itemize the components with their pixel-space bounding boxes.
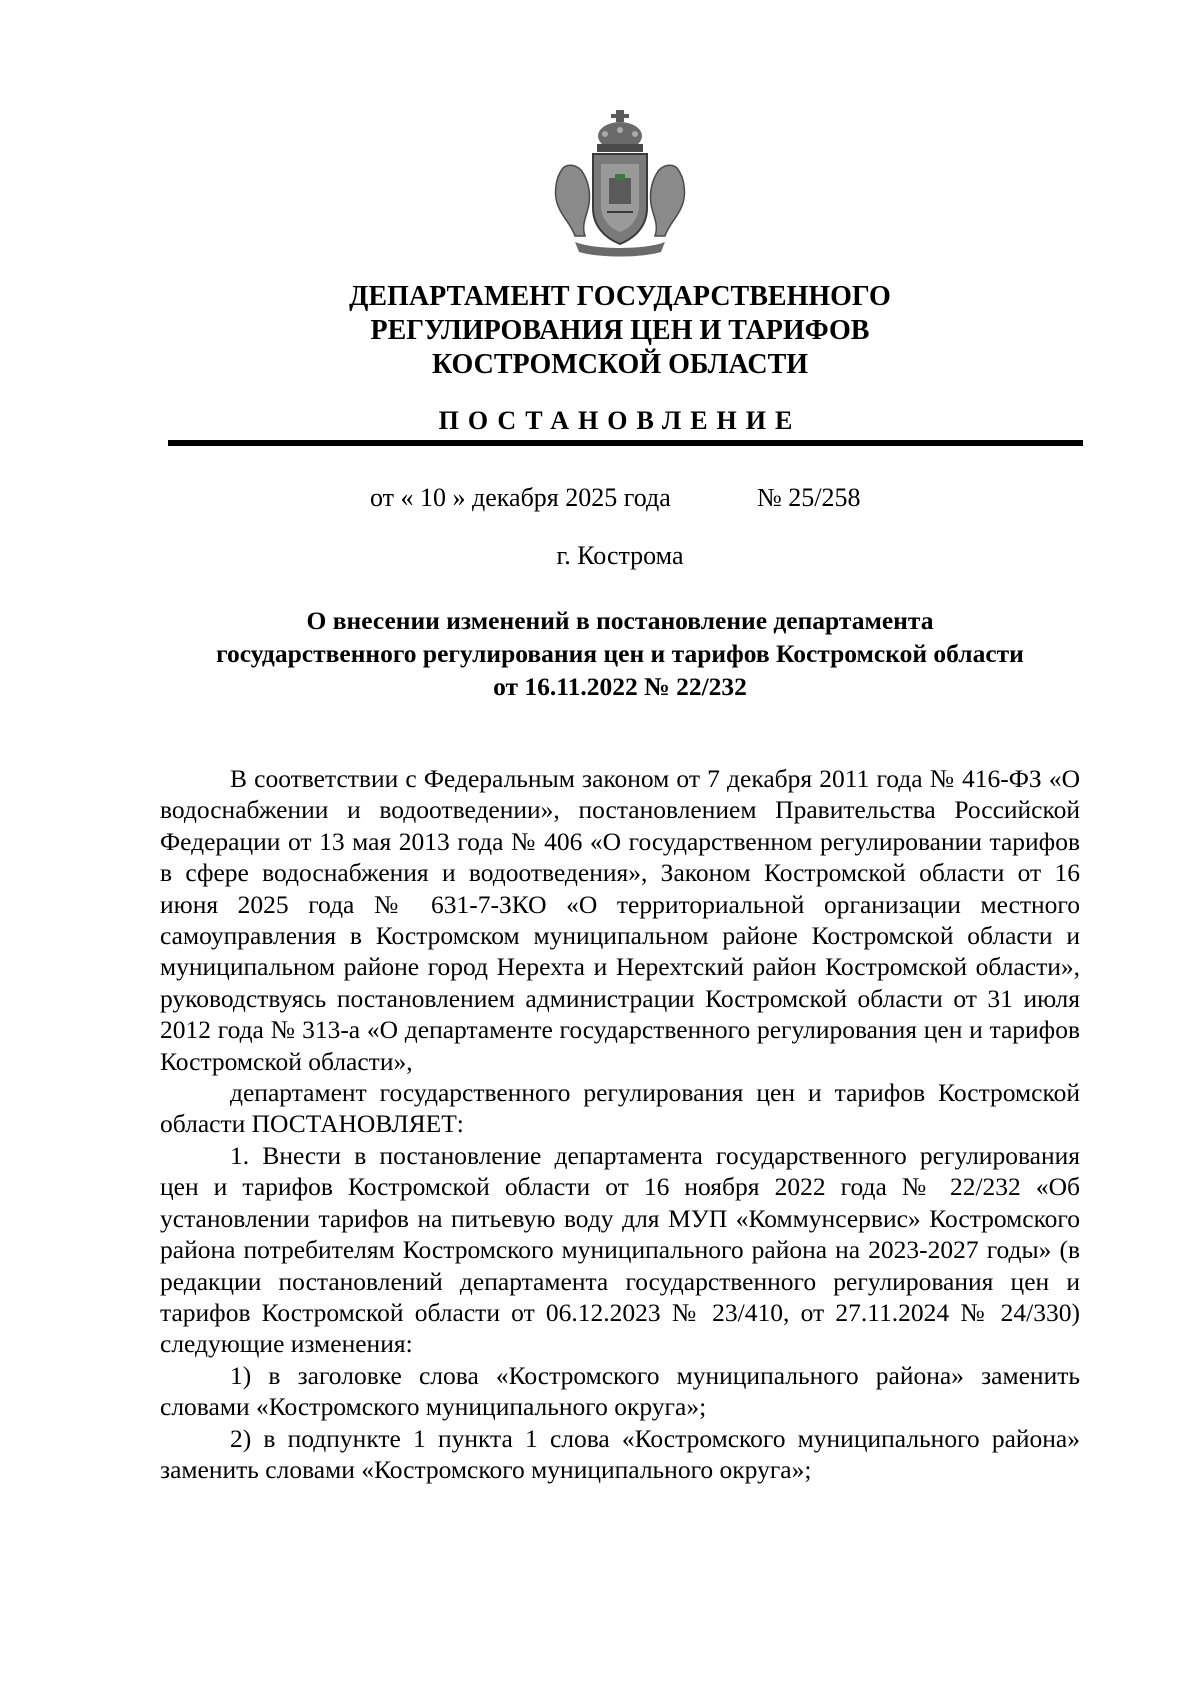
subject-line: от 16.11.2022 № 22/232 <box>493 672 747 701</box>
department-title-line: КОСТРОМСКОЙ ОБЛАСТИ <box>431 349 809 380</box>
document-subject <box>120 604 1120 703</box>
paragraph-preamble: В соответствии с Федеральным законом от 7 декабря 2011 года № 416-ФЗ «О водоснабжении и водоотведении», постановлением Правительства Российской Федерации от 13 мая 2013 года № 406 «О государственном регулировании тарифов в сфере водоснабжения и водоотведения», Законом Костромской области от 16 июня 2025 года № 631-7-ЗКО «О территориальной организации местного самоуправления в Костромском муниципальном районе Костромской области и муниципальном районе город Нерехта и Нерехтский район Костромской области», руководствуясь постановлением администрации Костромской области от 31 июля 2012 года № 313-а «О департаменте государственного регулирования цен и тарифов Костромской области», <box>160 764 1080 1076</box>
document-city: г. Кострома <box>556 541 684 570</box>
paragraph-subitem-2: 2) в подпункте 1 пункта 1 слова «Костромского муниципального района» заменить словами «Костромского муниципального округа»; <box>160 1423 1080 1484</box>
department-title <box>250 280 990 382</box>
right-lion-icon <box>650 165 684 236</box>
document-type: ПОСТАНОВЛЕНИЕ <box>438 406 802 435</box>
crown-icon <box>597 110 643 152</box>
document-body <box>160 763 1080 1485</box>
paragraph-subitem-1: 1) в заголовке слова «Костромского муниципального района» заменить словами «Костромского муниципального округа»; <box>160 1360 1080 1422</box>
department-title-line: ДЕПАРТАМЕНТ ГОСУДАРСТВЕННОГО <box>349 281 891 312</box>
paragraph-item-1: 1. Внести в постановление департамента государственного регулирования цен и тарифов Костромской области от 16 ноября 2022 года № 22/232 «Об установлении тарифов на питьевую воду для МУП «Коммунсервис» Костромского района потребителям Костромского муниципального района на 2023-2027 годы» (в редакции постановлений департамента государственного регулирования цен и тарифов Костромской области от 06.12.2023 № 23/410, от 27.11.2024 № 24/330) следующие изменения: <box>160 1140 1080 1359</box>
header-divider <box>168 440 1083 446</box>
subject-line: О внесении изменений в постановление департамента <box>306 606 934 635</box>
document-date: от « 10 » декабря 2025 года <box>370 483 671 512</box>
department-title-line: РЕГУЛИРОВАНИЯ ЦЕН И ТАРИФОВ <box>370 315 870 346</box>
subject-line: государственного регулирования цен и тарифов Костромской области <box>216 639 1024 668</box>
left-lion-icon <box>556 165 590 236</box>
document-number: № 25/258 <box>757 483 861 512</box>
shield-icon <box>593 154 647 244</box>
coat-of-arms-emblem <box>545 108 695 258</box>
paragraph-resolution: департамент государственного регулирования цен и тарифов Костромской области ПОСТАНОВЛЯЕТ: <box>160 1078 1080 1139</box>
